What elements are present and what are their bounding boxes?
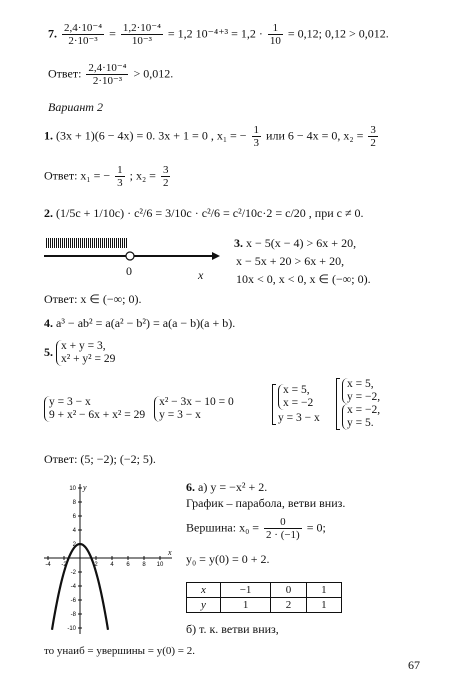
fraction: $\frac{\text{2,4·10⁻⁴}}{\text{2·10⁻³}}$ <box>64 22 103 47</box>
x-label: x <box>198 268 204 282</box>
problem-3-line3: 10x < 0, x < 0, x ∈ (−∞; 0). <box>236 272 371 286</box>
y-tick-label: -10 <box>67 626 76 632</box>
graph-description: График – парабола, ветви вниз. <box>186 496 346 510</box>
problem-6-a: 6. а) y = −x² + 2. <box>186 480 268 494</box>
system-3: x² − 3x − 10 = 0 y = 3 − x <box>154 396 234 422</box>
system-1: x + y = 3, x² + y² = 29 <box>56 340 115 366</box>
system-2: y = 3 − x 9 + x² − 6x + x² = 29 <box>44 396 145 422</box>
x-tick-label: -2 <box>61 562 67 568</box>
problem-5-answer: Ответ: (5; −2); (−2; 5). <box>44 452 156 466</box>
conclusion: то yнаиб = yвершины = y(0) = 2. <box>44 645 195 657</box>
fraction: $\frac{\text{1,2·10⁻⁴}}{\text{10⁻³}}$ <box>122 22 161 47</box>
x-axis-label: x <box>168 548 172 557</box>
page-number: 67 <box>408 658 420 672</box>
problem-3-line2: x − 5x + 20 > 6x + 20, <box>236 254 345 268</box>
x-tick-label: 10 <box>156 562 164 568</box>
problem-number: 7. <box>48 26 57 41</box>
y-tick-label: -4 <box>70 584 76 590</box>
parabola-plot <box>38 478 178 638</box>
x-tick-label: 4 <box>110 562 114 568</box>
problem-1-line: 1. (3x + 1)(6 − 4x) = 0. 3x + 1 = 0 , x₁ = − $\frac{1}{3}$ или 6 − 4x = 0, x₂ = $\frac{3}{2}$ <box>44 124 376 149</box>
y-tick-label: 4 <box>72 528 76 534</box>
system-5: x = 5, y = −2, x = −2, y = 5. <box>336 378 380 430</box>
zero-label: 0 <box>126 264 132 278</box>
variant-heading: Вариант 2 <box>48 100 103 114</box>
problem-5-line: 5. x + y = 3, x² + y² = 29 <box>44 340 116 365</box>
problem-3-line1: 3. x − 5(x − 4) > 6x + 20, <box>234 236 357 250</box>
y-axis-label: y <box>83 483 87 492</box>
problem-7-answer: Ответ: $\frac{\text{2,4·10⁻⁴}}{\text{2·10⁻³}}$ > 0,012. <box>48 62 174 87</box>
system-5-wrap <box>336 378 380 430</box>
values-table <box>186 582 342 613</box>
y-tick-label: 8 <box>72 500 76 506</box>
problem-4-line: 4. a³ − ab² = a(a² − b²) = a(a − b)(a + b). <box>44 316 236 330</box>
problem-2-line: 2. (1/5c + 1/10c) · c²/6 = 3/10c · c²/6 = c²/10c·2 = c/20 , при c ≠ 0. <box>44 206 364 220</box>
problem-3-answer: Ответ: x ∈ (−∞; 0). <box>44 292 142 306</box>
problem-6-b: б) т. к. ветви вниз, <box>186 622 279 636</box>
fraction: $\frac{1}{10}$ <box>269 22 281 47</box>
y0-line: y₀ = y(0) = 0 + 2. <box>186 552 270 566</box>
problem-1-answer: Ответ: x₁ = − $\frac{1}{3}$ ; x₂ = $\frac{3}{2}$ <box>44 164 169 189</box>
y-tick-label: 10 <box>69 486 76 492</box>
y-tick-label: -2 <box>70 570 76 576</box>
problem-7-line: 7. $\frac{\text{2,4·10⁻⁴}}{\text{2·10⁻³}}$ = $\frac{\text{1,2·10⁻⁴}}{\text{10⁻³}}$ = 1,2 10⁻⁴⁺³ = 1,2 · $\frac{1}{10}$ = 0,12; 0,12 > 0,012. <box>48 22 389 47</box>
y-tick-label: -8 <box>70 612 76 618</box>
table-row: y 1 2 1 <box>187 598 342 613</box>
problem-5-steps <box>44 396 234 422</box>
y-tick-label: 6 <box>72 514 76 520</box>
x-tick-label: 8 <box>142 562 146 568</box>
y-tick-label: 2 <box>72 542 76 548</box>
x-tick-label: 2 <box>94 562 98 568</box>
y-tick-label: -6 <box>70 598 76 604</box>
vertex-line: Вершина: x₀ = $\frac{0}{2 \cdot (-1)}$ = 0; <box>186 516 326 541</box>
fraction: $\frac{\text{2,4·10⁻⁴}}{\text{2·10⁻³}}$ <box>88 62 127 87</box>
x-tick-label: -4 <box>45 562 51 568</box>
system-4-wrap <box>272 384 320 425</box>
open-point <box>126 252 134 260</box>
system-4: x = 5, x = −2 y = 3 − x <box>272 384 320 425</box>
x-tick-label: 6 <box>126 562 130 568</box>
table-row: x −1 0 1 <box>187 583 342 598</box>
